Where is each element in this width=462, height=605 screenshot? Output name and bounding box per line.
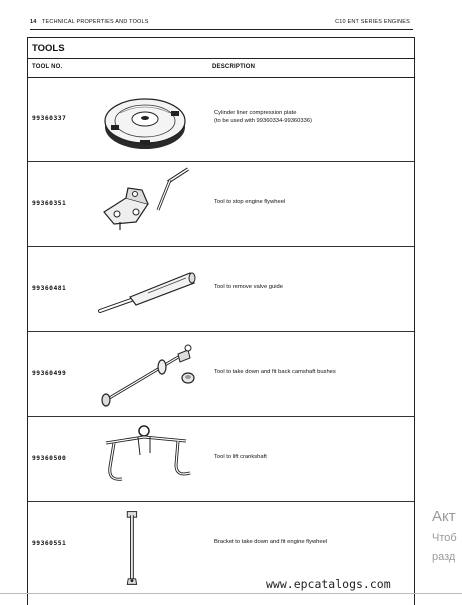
table-row bbox=[28, 332, 414, 417]
tool-description: Tool to remove valve guide bbox=[214, 284, 283, 290]
tool-description: Tool to lift crankshaft bbox=[214, 454, 267, 460]
tool-number: 99360481 bbox=[32, 285, 67, 292]
table-title: TOOLS bbox=[32, 43, 65, 54]
crankshaft-lift-tool-icon bbox=[90, 421, 200, 497]
tool-number: 99360500 bbox=[32, 455, 67, 462]
tool-number: 99360351 bbox=[32, 200, 67, 207]
header-divider bbox=[30, 29, 413, 30]
tools-table bbox=[27, 37, 415, 605]
tool-description: Cylinder liner compression plate bbox=[214, 110, 297, 116]
column-header-description: DESCRIPTION bbox=[212, 64, 256, 70]
flywheel-bracket-icon bbox=[90, 506, 200, 590]
tool-number: 99360551 bbox=[32, 540, 67, 547]
table-header bbox=[28, 58, 414, 78]
valve-guide-tool-icon bbox=[90, 251, 200, 327]
column-header-tool-no: TOOL NO. bbox=[32, 64, 63, 70]
table-row bbox=[28, 162, 414, 247]
page-header bbox=[30, 15, 410, 29]
tool-number: 99360499 bbox=[32, 370, 67, 377]
table-row bbox=[28, 247, 414, 332]
flywheel-stop-tool-icon bbox=[90, 166, 200, 242]
table-row bbox=[28, 417, 414, 502]
section-title: TECHNICAL PROPERTIES AND TOOLS bbox=[42, 19, 149, 25]
tool-description-note: (to be used with 99360334-99360336) bbox=[214, 118, 312, 124]
activation-notice-line: разд bbox=[432, 551, 456, 563]
tool-description: Tool to take down and fit back camshaft bushes bbox=[214, 369, 336, 375]
page-number: 14 bbox=[30, 19, 37, 25]
watermark-url: www.epcatalogs.com bbox=[266, 577, 391, 591]
tool-number: 99360337 bbox=[32, 115, 67, 122]
table-row bbox=[28, 77, 414, 162]
footer-divider bbox=[0, 593, 462, 594]
tool-description: Tool to stop engine flywheel bbox=[214, 199, 286, 205]
camshaft-bush-tool-icon bbox=[90, 336, 200, 412]
engine-series: C10 ENT SERIES ENGINES bbox=[335, 19, 410, 25]
activation-notice-title: Акт bbox=[432, 508, 456, 525]
tool-description: Bracket to take down and fit engine flywheel bbox=[214, 539, 328, 545]
compression-plate-icon bbox=[90, 81, 200, 157]
activation-notice-line: Чтоб bbox=[432, 532, 457, 544]
